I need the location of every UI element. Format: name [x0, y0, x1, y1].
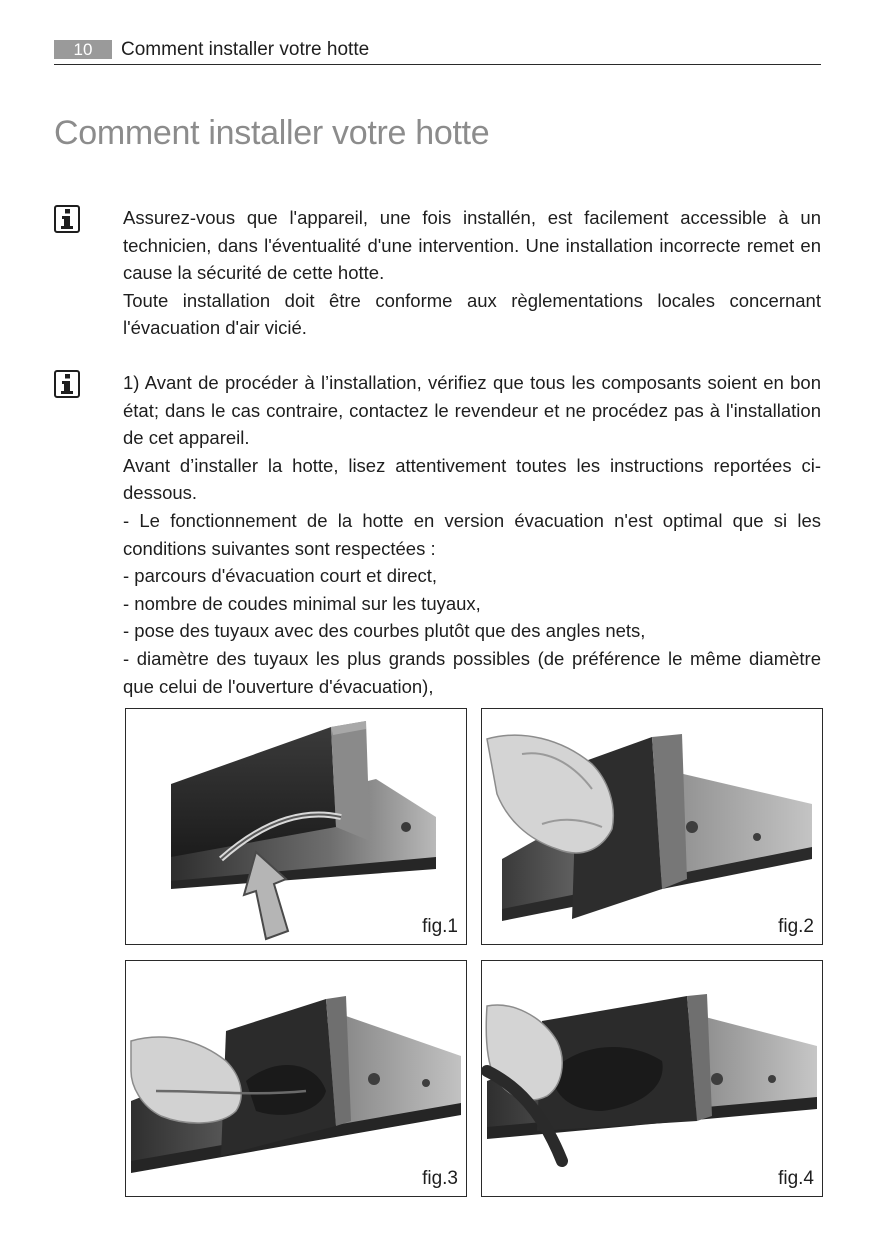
note-paragraph: - Le fonctionnement de la hotte en version évacuation n'est optimal que si les conditions suivantes sont respectées : [123, 509, 821, 559]
figure-label: fig.4 [778, 1168, 814, 1189]
note-paragraph: Avant d’installer la hotte, lisez attentivement toutes les instructions reportées ci-dessous. [123, 454, 821, 504]
note-paragraph: Assurez-vous que l'appareil, une fois installén, est facilement accessible à un technicien, dans l'éventualité d'une intervention. Une installation incorrecte remet en cause la sécurité de cette hotte. [123, 207, 821, 284]
figure-4 [481, 960, 823, 1197]
page-number: 10 [54, 40, 112, 59]
note-block-accessibility [123, 204, 821, 342]
figure-2 [481, 708, 823, 945]
note-block-installation [123, 369, 821, 700]
note-paragraph: Toute installation doit être conforme aux règlementations locales concernant l'évacuation d'air vicié. [123, 289, 821, 339]
page-header [54, 38, 821, 65]
note-paragraph: 1) Avant de procéder à l’installation, vérifiez que tous les composants soient en bon état; dans le cas contraire, contactez le revendeur et ne procédez pas à l'installation de cet appareil. [123, 372, 821, 449]
list-item: - nombre de coudes minimal sur les tuyaux, [123, 592, 481, 614]
figure-label: fig.2 [778, 916, 814, 937]
list-item: - pose des tuyaux avec des courbes plutôt que des angles nets, [123, 620, 646, 642]
running-header-title: Comment installer votre hotte [121, 39, 370, 60]
info-icon [54, 205, 80, 233]
list-item: - parcours d'évacuation court et direct, [123, 565, 438, 587]
info-icon [54, 370, 80, 398]
list-item: - diamètre des tuyaux les plus grands possibles (de préférence le même diamètre que celui de l'ouverture d'évacuation), [123, 647, 821, 697]
figure-1-illustration [126, 709, 467, 945]
figure-2-illustration [482, 709, 823, 945]
figure-label: fig.1 [422, 916, 458, 937]
figure-1 [125, 708, 467, 945]
figure-4-illustration [482, 961, 823, 1197]
figure-label: fig.3 [422, 1168, 458, 1189]
figure-3 [125, 960, 467, 1197]
figure-3-illustration [126, 961, 467, 1197]
page-title: Comment installer votre hotte [54, 114, 490, 152]
